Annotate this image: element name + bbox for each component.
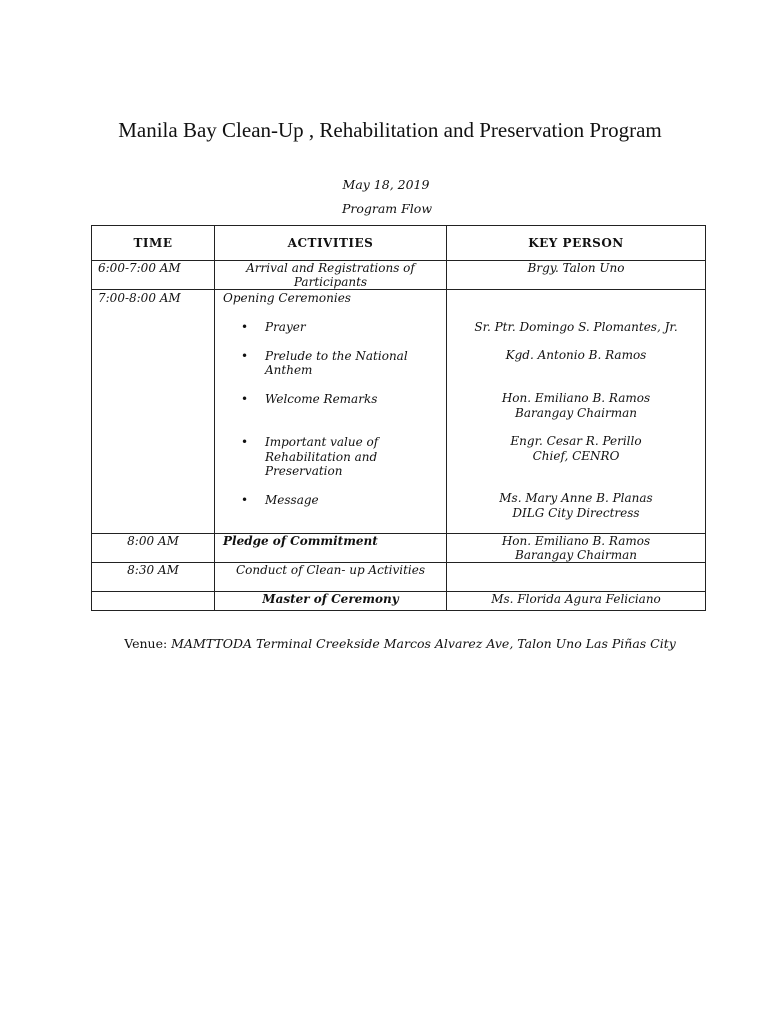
- key-person-cell: [447, 563, 706, 592]
- opening-ceremonies-label: Opening Ceremonies: [223, 291, 351, 305]
- key-person-anthem: [453, 348, 699, 363]
- list-item-label: Welcome Remarks: [265, 391, 378, 406]
- list-item: [221, 320, 440, 335]
- table-row: [92, 592, 706, 611]
- activity-cell: Conduct of Clean- up Activities: [215, 563, 447, 592]
- bullet-icon: •: [241, 435, 249, 449]
- table-row: [92, 261, 706, 290]
- activity-cell: Arrival and Registrations of Participants: [215, 261, 447, 290]
- key-person-name: Ms. Mary Anne B. Planas: [499, 491, 653, 505]
- column-header-key-person: KEY PERSON: [447, 226, 706, 261]
- program-table: [91, 225, 706, 611]
- key-person-cell: Ms. Florida Agura Feliciano: [447, 592, 706, 611]
- key-person-title: DILG City Directress: [512, 505, 640, 520]
- list-item-label: Prayer: [265, 320, 306, 334]
- table-row: [92, 563, 706, 592]
- key-person-name: Engr. Cesar R. Perillo: [510, 434, 642, 448]
- list-item: [221, 349, 440, 378]
- time-cell: 6:00-7:00 AM: [92, 261, 215, 290]
- key-person-name: Kgd. Antonio B. Ramos: [505, 347, 647, 362]
- time-cell: 8:00 AM: [92, 534, 215, 563]
- table-row: [92, 534, 706, 563]
- list-item-label: Important value of Rehabilitation and Preservation: [265, 435, 379, 478]
- key-person-name: Hon. Emiliano B. Ramos: [501, 534, 651, 548]
- key-person-title: Chief, CENRO: [532, 448, 620, 463]
- time-cell: [92, 592, 215, 611]
- document-title: Manila Bay Clean-Up , Rehabilitation and Preservation Program: [118, 118, 662, 142]
- list-item: [221, 435, 440, 479]
- table-header-row: [92, 226, 706, 261]
- key-person-title: Barangay Chairman: [515, 405, 637, 420]
- key-person-welcome: [453, 391, 699, 420]
- ceremony-list: [221, 320, 440, 507]
- event-date: May 18, 2019: [342, 177, 430, 192]
- key-person-message: [453, 491, 699, 520]
- activity-cell: [215, 290, 447, 534]
- key-person-cell: Brgy. Talon Uno: [447, 261, 706, 290]
- key-person-cell: [447, 290, 706, 534]
- table-row: [92, 290, 706, 534]
- activity-cell: Master of Ceremony: [215, 592, 447, 611]
- bullet-icon: •: [241, 320, 249, 334]
- key-person-title: Barangay Chairman: [515, 548, 637, 562]
- column-header-time: TIME: [92, 226, 215, 261]
- venue-text: MAMTTODA Terminal Creekside Marcos Alvarez Ave, Talon Uno Las Piñas City: [171, 636, 676, 651]
- bullet-icon: •: [241, 492, 249, 507]
- key-person-rehab: [453, 434, 699, 463]
- key-person-prayer: [453, 320, 699, 335]
- key-person-cell: [447, 534, 706, 563]
- list-item-label: Message: [265, 492, 319, 507]
- column-header-activities: ACTIVITIES: [215, 226, 447, 261]
- venue-line: [105, 636, 695, 651]
- list-item-label: Prelude to the National Anthem: [265, 348, 408, 377]
- list-item: [221, 392, 440, 407]
- key-person-name: Hon. Emiliano B. Ramos: [501, 391, 651, 405]
- time-cell: 8:30 AM: [92, 563, 215, 592]
- bullet-icon: •: [241, 348, 249, 363]
- activity-cell: Pledge of Commitment: [215, 534, 447, 563]
- program-flow-heading: Program Flow: [341, 201, 433, 216]
- venue-label: Venue:: [124, 636, 168, 651]
- key-person-name: Sr. Ptr. Domingo S. Plomantes, Jr.: [474, 320, 678, 334]
- list-item: [221, 493, 440, 508]
- time-cell: 7:00-8:00 AM: [92, 290, 215, 534]
- bullet-icon: •: [241, 391, 249, 406]
